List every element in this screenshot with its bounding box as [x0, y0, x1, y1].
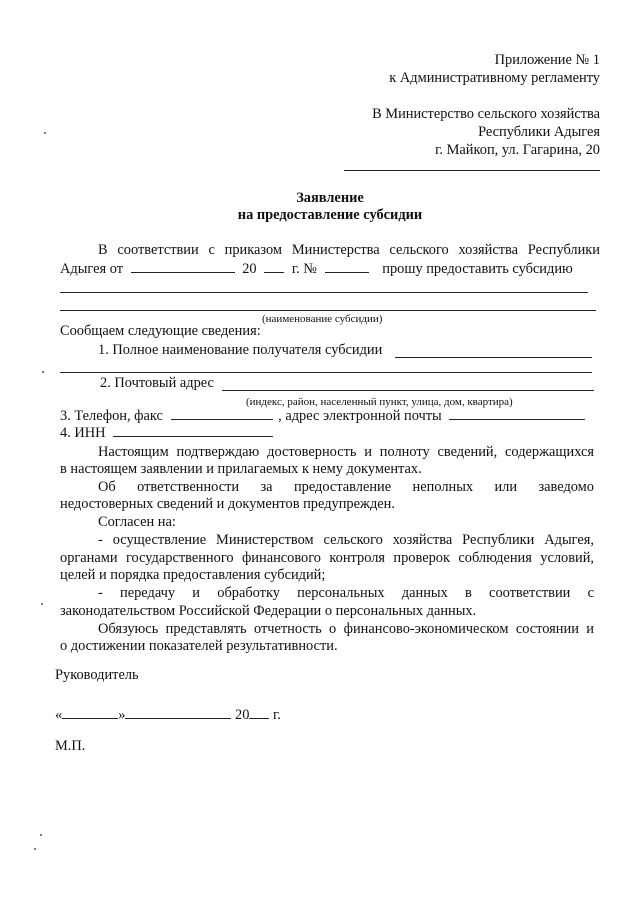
info-item-3	[60, 407, 585, 424]
info-heading: Сообщаем следующие сведения:	[60, 323, 261, 339]
intro-number: г. №	[291, 261, 318, 277]
consent-item-1-line-2: органами государственного финансового контроля проверок соблюдения условий,	[60, 550, 594, 566]
year-blank	[249, 706, 269, 719]
inn-blank	[113, 424, 273, 437]
scan-speck	[34, 848, 36, 850]
intro-line-1: В соответствии с приказом Министерства сельского хозяйства Республики	[98, 242, 600, 258]
obligation-line-2: о достижении показателей результативности.	[60, 638, 338, 654]
scan-speck	[41, 603, 43, 605]
appendix-label: Приложение № 1	[494, 52, 600, 68]
postal-address-blank	[222, 390, 594, 391]
order-date-blank	[131, 260, 235, 273]
day-blank	[62, 706, 118, 719]
scan-speck	[44, 132, 46, 134]
consent-item-2-line-2: законодательством Российской Федерации о персональных данных.	[60, 603, 477, 619]
order-year-blank	[264, 260, 284, 273]
signature-date-line	[55, 706, 281, 723]
date-close-quote: »	[118, 707, 126, 723]
intro-year: 20	[242, 261, 257, 277]
consent-heading: Согласен на:	[98, 514, 176, 530]
consent-item-2-line-1: - передачу и обработку персональных данных в соответствии с	[98, 585, 594, 601]
intro-adygea-from: Адыгея от	[60, 261, 123, 277]
recipient-address: г. Майкоп, ул. Гагарина, 20	[435, 142, 600, 158]
subsidy-blank-line-2	[60, 310, 596, 311]
head-label: Руководитель	[55, 667, 139, 683]
consent-item-1-line-3: целей и порядка предоставления субсидий;	[60, 567, 326, 583]
regulation-label: к Административному регламенту	[389, 70, 600, 86]
consent-item-1-line-1: - осуществление Министерством сельского хозяйства Республики Адыгея,	[98, 532, 594, 548]
recipient-name-blank	[395, 357, 592, 358]
intro-request: прошу предоставить субсидию	[382, 261, 573, 277]
confirm-line-2: в настоящем заявлении и прилагаемых к нему документах.	[60, 461, 422, 477]
subsidy-caption: (наименование субсидии)	[262, 313, 383, 325]
confirm-line-1: Настоящим подтверждаю достоверность и полноту сведений, содержащихся	[98, 444, 594, 460]
obligation-line-1: Обязуюсь представлять отчетность о финансово-экономическом состоянии и	[98, 621, 594, 637]
date-suffix: г.	[273, 707, 281, 723]
responsibility-line-1: Об ответственности за предоставление неполных или заведомо	[98, 479, 594, 495]
recipient-line-2: Республики Адыгея	[478, 124, 600, 140]
scan-speck	[42, 371, 44, 373]
date-open-quote: «	[55, 707, 63, 723]
order-number-blank	[325, 260, 369, 273]
address-caption: (индекс, район, населенный пункт, улица, дом, квартира)	[246, 396, 513, 408]
inn-label: 4. ИНН	[60, 425, 106, 441]
subsidy-blank-line-1	[60, 292, 588, 293]
info-item-2: 2. Почтовый адрес	[100, 375, 214, 391]
recipient-name-blank-2	[60, 372, 592, 373]
info-item-4	[60, 424, 273, 441]
email-label: , адрес электронной почты	[278, 408, 442, 424]
scan-speck	[40, 834, 42, 836]
document-title: Заявление	[296, 190, 364, 206]
stamp-label: М.П.	[55, 738, 86, 754]
phone-fax-label: 3. Телефон, факс	[60, 408, 163, 424]
phone-fax-blank	[171, 407, 273, 420]
month-blank	[125, 706, 231, 719]
date-year: 20	[235, 707, 250, 723]
info-item-1: 1. Полное наименование получателя субсидии	[98, 342, 383, 358]
email-blank	[449, 407, 585, 420]
applicant-blank-line	[344, 170, 600, 171]
recipient-line-1: В Министерство сельского хозяйства	[372, 106, 600, 122]
responsibility-line-2: недостоверных сведений и документов предупрежден.	[60, 496, 395, 512]
intro-line-2	[60, 260, 600, 277]
document-subtitle: на предоставление субсидии	[237, 207, 423, 223]
